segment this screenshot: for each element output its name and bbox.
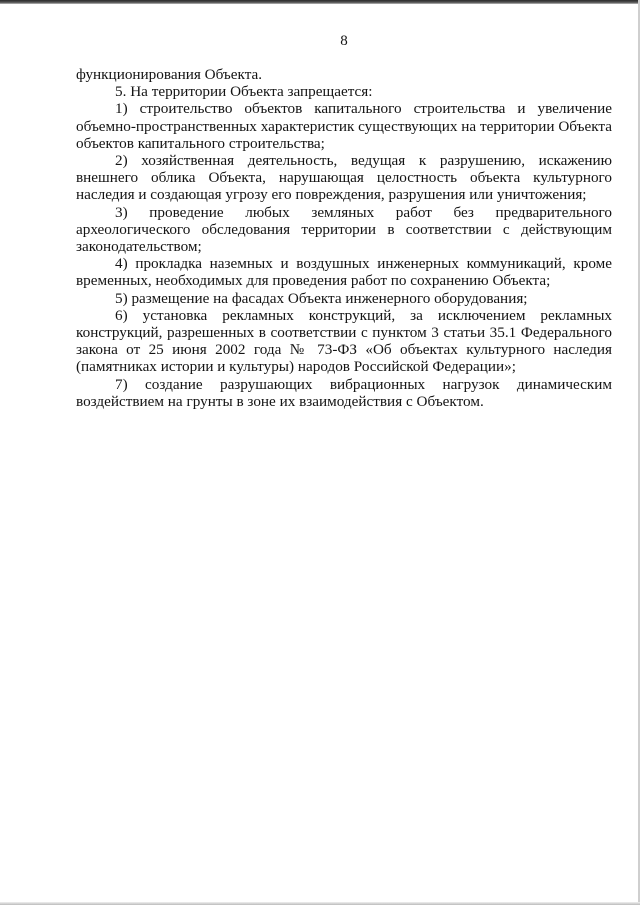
paragraph-item-4: 4) прокладка наземных и воздушных инженерных коммуникаций, кроме временных, необходимых для проведения работ по сохранению Объекта; <box>76 255 612 290</box>
paragraph-section-5-heading: 5. На территории Объекта запрещается: <box>115 83 373 101</box>
paragraph-item-5: 5) размещение на фасадах Объекта инженерного оборудования; <box>115 289 528 307</box>
page-number: 8 <box>340 33 348 49</box>
paragraph-item-7: 7) создание разрушающих вибрационных нагрузок динамическим воздействием на грунты в зоне их взаимодействия с Объектом. <box>76 375 612 410</box>
paragraph-continuation: функционирования Объекта. <box>76 66 263 83</box>
paragraph-item-3: 3) проведение любых земляных работ без предварительного археологического обследования территории в соответствии с действующим законодательством; <box>76 203 612 256</box>
paragraph-item-1: 1) строительство объектов капитального строительства и увеличение объемно-пространственных характеристик существующих на территории Объекта объектов капитального строительства; <box>76 100 612 152</box>
paragraph-item-6: 6) установка рекламных конструкций, за исключением рекламных конструкций, разрешенных в соответствии с пунктом 3 статьи 35.1 Федерального закона от 25 июня 2002 года № 73-ФЗ «Об объектах культурного наследия (памятниках истории и культуры) народов Российской Федерации»; <box>76 306 612 376</box>
paragraph-item-2: 2) хозяйственная деятельность, ведущая к разрушению, искажению внешнего облика Объекта, нарушающая целостность объекта культурного наследия и создающая угрозу его повреждения, разрушения или уничтожения; <box>76 152 612 204</box>
scan-top-edge <box>0 0 640 4</box>
document-body <box>76 66 612 410</box>
